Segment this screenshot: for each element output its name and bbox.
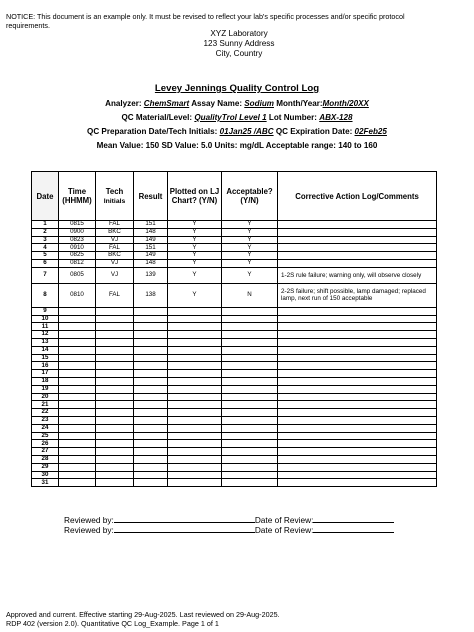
row-comment[interactable] [278,448,437,456]
header-plotted: Plotted on LJ Chart? (Y/N) [168,172,222,221]
lab-address-block [0,29,474,59]
row-comment[interactable] [278,416,437,424]
row-plotted[interactable] [168,315,222,323]
row-date: 5 [32,252,59,260]
row-plotted[interactable] [168,393,222,401]
row-tech[interactable] [96,409,134,417]
table-row [32,338,437,346]
row-comment[interactable] [278,479,437,487]
row-plotted[interactable]: Y [168,283,222,307]
row-date: 12 [32,331,59,339]
row-comment[interactable] [278,401,437,409]
row-tech[interactable]: BKC [96,252,134,260]
row-result[interactable] [134,315,168,323]
row-plotted[interactable] [168,331,222,339]
row-plotted[interactable] [168,479,222,487]
row-result[interactable]: 151 [134,221,168,229]
row-tech[interactable]: FAL [96,221,134,229]
row-time[interactable] [59,455,96,463]
row-plotted[interactable] [168,440,222,448]
reviewed-by-field[interactable] [114,524,255,533]
prep-label: QC Preparation Date/Tech Initials: [87,127,218,136]
row-time[interactable] [59,409,96,417]
row-comment[interactable]: 1-2S rule failure; warning only, will observe closely [278,267,437,283]
row-date: 3 [32,236,59,244]
exp-label: QC Expiration Date: [275,127,353,136]
row-plotted[interactable] [168,401,222,409]
row-date: 24 [32,424,59,432]
row-result[interactable] [134,455,168,463]
row-tech[interactable]: FAL [96,283,134,307]
row-plotted[interactable]: Y [168,252,222,260]
row-date: 9 [32,307,59,315]
row-plotted[interactable] [168,307,222,315]
lab-city: City, Country [215,49,263,58]
analyzer-label: Analyzer: [105,99,142,108]
row-acceptable[interactable]: Y [222,236,278,244]
row-tech[interactable] [96,307,134,315]
row-comment[interactable] [278,252,437,260]
row-date: 2 [32,228,59,236]
lot-value: ABX-128 [319,113,353,122]
row-acceptable[interactable] [222,440,278,448]
row-date: 18 [32,377,59,385]
row-date: 21 [32,401,59,409]
table-row [32,362,437,370]
row-acceptable[interactable]: Y [222,228,278,236]
row-time[interactable] [59,463,96,471]
table-row [32,244,437,252]
row-acceptable[interactable] [222,370,278,378]
row-comment[interactable] [278,259,437,267]
row-acceptable[interactable] [222,362,278,370]
row-date: 10 [32,315,59,323]
row-plotted[interactable]: Y [168,267,222,283]
row-plotted[interactable] [168,455,222,463]
row-plotted[interactable] [168,385,222,393]
row-date: 25 [32,432,59,440]
row-acceptable[interactable] [222,377,278,385]
row-time[interactable] [59,432,96,440]
row-acceptable[interactable]: Y [222,244,278,252]
header-result: Result [134,172,168,221]
footer-approval: Approved and current. Effective starting 29-Aug-2025. Last reviewed on 29-Aug-2025. [6,610,280,619]
row-comment[interactable] [278,432,437,440]
row-tech[interactable] [96,432,134,440]
row-comment[interactable] [278,354,437,362]
header-tech-sub: Initials [103,197,126,205]
row-time[interactable]: 0825 [59,252,96,260]
row-result[interactable] [134,307,168,315]
prep-line [0,127,474,136]
row-result[interactable] [134,331,168,339]
row-acceptable[interactable]: Y [222,252,278,260]
row-acceptable[interactable] [222,416,278,424]
row-result[interactable]: 151 [134,244,168,252]
row-tech[interactable] [96,354,134,362]
row-tech[interactable] [96,338,134,346]
row-result[interactable] [134,479,168,487]
row-result[interactable] [134,424,168,432]
row-time[interactable] [59,479,96,487]
table-row [32,424,437,432]
row-result[interactable]: 139 [134,267,168,283]
row-acceptable[interactable] [222,354,278,362]
row-acceptable[interactable] [222,448,278,456]
header-time-sub: (HHMM) [62,196,92,205]
row-tech[interactable]: FAL [96,244,134,252]
header-date: Date [32,172,59,221]
row-date: 6 [32,259,59,267]
reviewed-by-field[interactable] [114,514,255,523]
table-row [32,463,437,471]
row-result[interactable] [134,385,168,393]
row-time[interactable] [59,370,96,378]
row-comment[interactable] [278,409,437,417]
row-tech[interactable] [96,346,134,354]
row-comment[interactable] [278,377,437,385]
row-tech[interactable] [96,385,134,393]
row-comment[interactable] [278,455,437,463]
row-tech[interactable] [96,401,134,409]
row-comment[interactable] [278,236,437,244]
row-comment[interactable] [278,244,437,252]
date-of-review-field[interactable] [313,524,394,533]
row-time[interactable]: 0805 [59,267,96,283]
row-tech[interactable] [96,393,134,401]
row-plotted[interactable] [168,346,222,354]
row-date: 29 [32,463,59,471]
row-tech[interactable] [96,440,134,448]
row-plotted[interactable] [168,424,222,432]
row-acceptable[interactable] [222,338,278,346]
table-row [32,307,437,315]
row-date: 1 [32,221,59,229]
row-time[interactable] [59,393,96,401]
prep-value: 01Jan25 /ABC [219,127,274,136]
row-plotted[interactable] [168,377,222,385]
table-row [32,259,437,267]
row-date: 7 [32,267,59,283]
row-time[interactable] [59,354,96,362]
table-row [32,331,437,339]
row-result[interactable] [134,463,168,471]
lot-label: Lot Number: [268,113,317,122]
row-plotted[interactable] [168,416,222,424]
row-acceptable[interactable] [222,471,278,479]
row-tech[interactable] [96,479,134,487]
header-tech [96,172,134,221]
table-row [32,323,437,331]
row-comment[interactable] [278,221,437,229]
row-tech[interactable] [96,370,134,378]
row-result[interactable] [134,377,168,385]
row-time[interactable]: 0810 [59,283,96,307]
row-result[interactable]: 149 [134,252,168,260]
table-row [32,471,437,479]
row-acceptable[interactable] [222,315,278,323]
row-comment[interactable] [278,385,437,393]
row-acceptable[interactable] [222,401,278,409]
row-comment[interactable] [278,323,437,331]
row-date: 19 [32,385,59,393]
row-date: 20 [32,393,59,401]
row-time[interactable] [59,362,96,370]
row-acceptable[interactable]: N [222,283,278,307]
row-comment[interactable] [278,424,437,432]
row-comment[interactable] [278,440,437,448]
table-row [32,416,437,424]
row-acceptable[interactable] [222,479,278,487]
row-date: 30 [32,471,59,479]
lab-street: 123 Sunny Address [203,39,275,48]
month-label: Month/Year: [276,99,323,108]
row-tech[interactable]: VJ [96,267,134,283]
row-acceptable[interactable] [222,385,278,393]
row-plotted[interactable] [168,354,222,362]
row-tech[interactable] [96,455,134,463]
row-result[interactable] [134,346,168,354]
row-plotted[interactable]: Y [168,236,222,244]
table-row [32,283,437,307]
table-row [32,346,437,354]
table-row [32,409,437,417]
row-time[interactable] [59,416,96,424]
row-acceptable[interactable] [222,424,278,432]
row-comment[interactable] [278,471,437,479]
row-result[interactable] [134,323,168,331]
table-row [32,448,437,456]
row-plotted[interactable] [168,471,222,479]
reviewed-by-label: Reviewed by: [64,525,114,535]
lab-name: XYZ Laboratory [210,29,268,38]
row-time[interactable] [59,385,96,393]
row-comment[interactable] [278,370,437,378]
row-acceptable[interactable] [222,331,278,339]
row-comment[interactable] [278,228,437,236]
footer-document-id: RDP 402 (version 2.0). Quantitative QC Log_Example. Page 1 of 1 [6,619,219,628]
row-time[interactable]: 0910 [59,244,96,252]
row-acceptable[interactable] [222,393,278,401]
table-header-row [32,172,437,221]
row-acceptable[interactable] [222,346,278,354]
row-time[interactable] [59,440,96,448]
row-result[interactable] [134,354,168,362]
row-acceptable[interactable] [222,409,278,417]
header-acceptable: Acceptable? (Y/N) [222,172,278,221]
table-row [32,479,437,487]
table-row [32,267,437,283]
review-line-2 [64,524,394,535]
row-time[interactable]: 0812 [59,259,96,267]
row-time[interactable] [59,401,96,409]
row-date: 17 [32,370,59,378]
row-time[interactable]: 0900 [59,228,96,236]
table-row [32,370,437,378]
table-row [32,236,437,244]
row-date: 31 [32,479,59,487]
row-plotted[interactable] [168,338,222,346]
row-result[interactable]: 149 [134,236,168,244]
table-row [32,440,437,448]
stats-line: Mean Value: 150 SD Value: 5.0 Units: mg/dL Acceptable range: 140 to 160 [96,141,378,150]
row-date: 8 [32,283,59,307]
row-time[interactable] [59,331,96,339]
row-plotted[interactable] [168,323,222,331]
header-time-label: Time [67,187,87,196]
header-time [59,172,96,221]
row-acceptable[interactable] [222,455,278,463]
row-result[interactable] [134,471,168,479]
row-tech[interactable] [96,315,134,323]
row-comment[interactable] [278,315,437,323]
date-of-review-field[interactable] [313,514,394,523]
row-time[interactable] [59,338,96,346]
row-comment[interactable] [278,338,437,346]
row-result[interactable] [134,432,168,440]
row-comment[interactable] [278,307,437,315]
notice-text: NOTICE: This document is an example only. It must be revised to reflect your lab's specific processes and/or specific protocol requirements. [6,12,405,30]
row-date: 13 [32,338,59,346]
table-row [32,252,437,260]
row-result[interactable] [134,362,168,370]
row-comment[interactable] [278,331,437,339]
qc-log-table [31,171,437,487]
row-plotted[interactable] [168,362,222,370]
row-acceptable[interactable] [222,307,278,315]
material-value: QualityTrol Level 1 [194,113,267,122]
row-plotted[interactable] [168,448,222,456]
row-result[interactable] [134,440,168,448]
row-time[interactable] [59,307,96,315]
analyzer-value: ChemSmart [143,99,190,108]
row-tech[interactable] [96,416,134,424]
analyzer-line [0,99,474,108]
row-result[interactable] [134,393,168,401]
row-tech[interactable] [96,377,134,385]
row-date: 27 [32,448,59,456]
row-date: 4 [32,244,59,252]
table-row [32,315,437,323]
row-acceptable[interactable]: Y [222,221,278,229]
table-row [32,401,437,409]
row-tech[interactable] [96,362,134,370]
row-date: 11 [32,323,59,331]
row-time[interactable] [59,424,96,432]
row-date: 28 [32,455,59,463]
row-result[interactable] [134,370,168,378]
row-tech[interactable] [96,471,134,479]
table-row [32,455,437,463]
date-of-review-label: Date of Review: [254,525,314,535]
row-tech[interactable]: VJ [96,259,134,267]
row-acceptable[interactable] [222,323,278,331]
date-of-review-label: Date of Review: [254,515,314,525]
document-title: Levey Jennings Quality Control Log [154,83,320,94]
row-tech[interactable]: VJ [96,236,134,244]
row-tech[interactable]: BKC [96,228,134,236]
table-row [32,377,437,385]
row-result[interactable] [134,409,168,417]
row-comment[interactable] [278,393,437,401]
row-tech[interactable] [96,331,134,339]
assay-label: Assay Name: [191,99,243,108]
table-row [32,393,437,401]
row-time[interactable] [59,315,96,323]
row-acceptable[interactable] [222,463,278,471]
row-date: 22 [32,409,59,417]
row-comment[interactable] [278,362,437,370]
assay-value: Sodium [244,99,274,108]
table-row [32,432,437,440]
row-date: 14 [32,346,59,354]
header-corrective: Corrective Action Log/Comments [278,172,437,221]
row-acceptable[interactable]: Y [222,267,278,283]
row-tech[interactable] [96,448,134,456]
row-comment[interactable]: 2-2S failure; shift possible, lamp damaged; replaced lamp, next run of 150 acceptable [278,283,437,307]
table-row [32,221,437,229]
row-time[interactable] [59,346,96,354]
row-plotted[interactable]: Y [168,221,222,229]
header-tech-label: Tech [105,186,124,196]
row-acceptable[interactable] [222,432,278,440]
row-comment[interactable] [278,346,437,354]
row-time[interactable] [59,323,96,331]
row-tech[interactable] [96,424,134,432]
row-plotted[interactable] [168,370,222,378]
material-label: QC Material/Level: [121,113,193,122]
row-time[interactable]: 0823 [59,236,96,244]
table-body [32,221,437,487]
row-result[interactable]: 138 [134,283,168,307]
row-result[interactable] [134,401,168,409]
row-date: 26 [32,440,59,448]
row-time[interactable] [59,377,96,385]
row-result[interactable] [134,448,168,456]
row-date: 15 [32,354,59,362]
row-time[interactable] [59,448,96,456]
row-plotted[interactable]: Y [168,259,222,267]
row-plotted[interactable] [168,463,222,471]
material-line [0,113,474,122]
reviewed-by-label: Reviewed by: [64,515,114,525]
row-result[interactable] [134,338,168,346]
table-row [32,354,437,362]
row-comment[interactable] [278,463,437,471]
row-plotted[interactable] [168,409,222,417]
row-plotted[interactable] [168,432,222,440]
table-row [32,228,437,236]
row-time[interactable] [59,471,96,479]
exp-value: 02Feb25 [354,127,387,136]
row-plotted[interactable]: Y [168,244,222,252]
row-result[interactable] [134,416,168,424]
row-time[interactable]: 0815 [59,221,96,229]
row-date: 23 [32,416,59,424]
row-result[interactable]: 148 [134,259,168,267]
row-date: 16 [32,362,59,370]
row-acceptable[interactable]: Y [222,259,278,267]
row-tech[interactable] [96,323,134,331]
table-row [32,385,437,393]
row-plotted[interactable]: Y [168,228,222,236]
month-value: Month/20XX [322,99,369,108]
row-result[interactable]: 148 [134,228,168,236]
row-tech[interactable] [96,463,134,471]
